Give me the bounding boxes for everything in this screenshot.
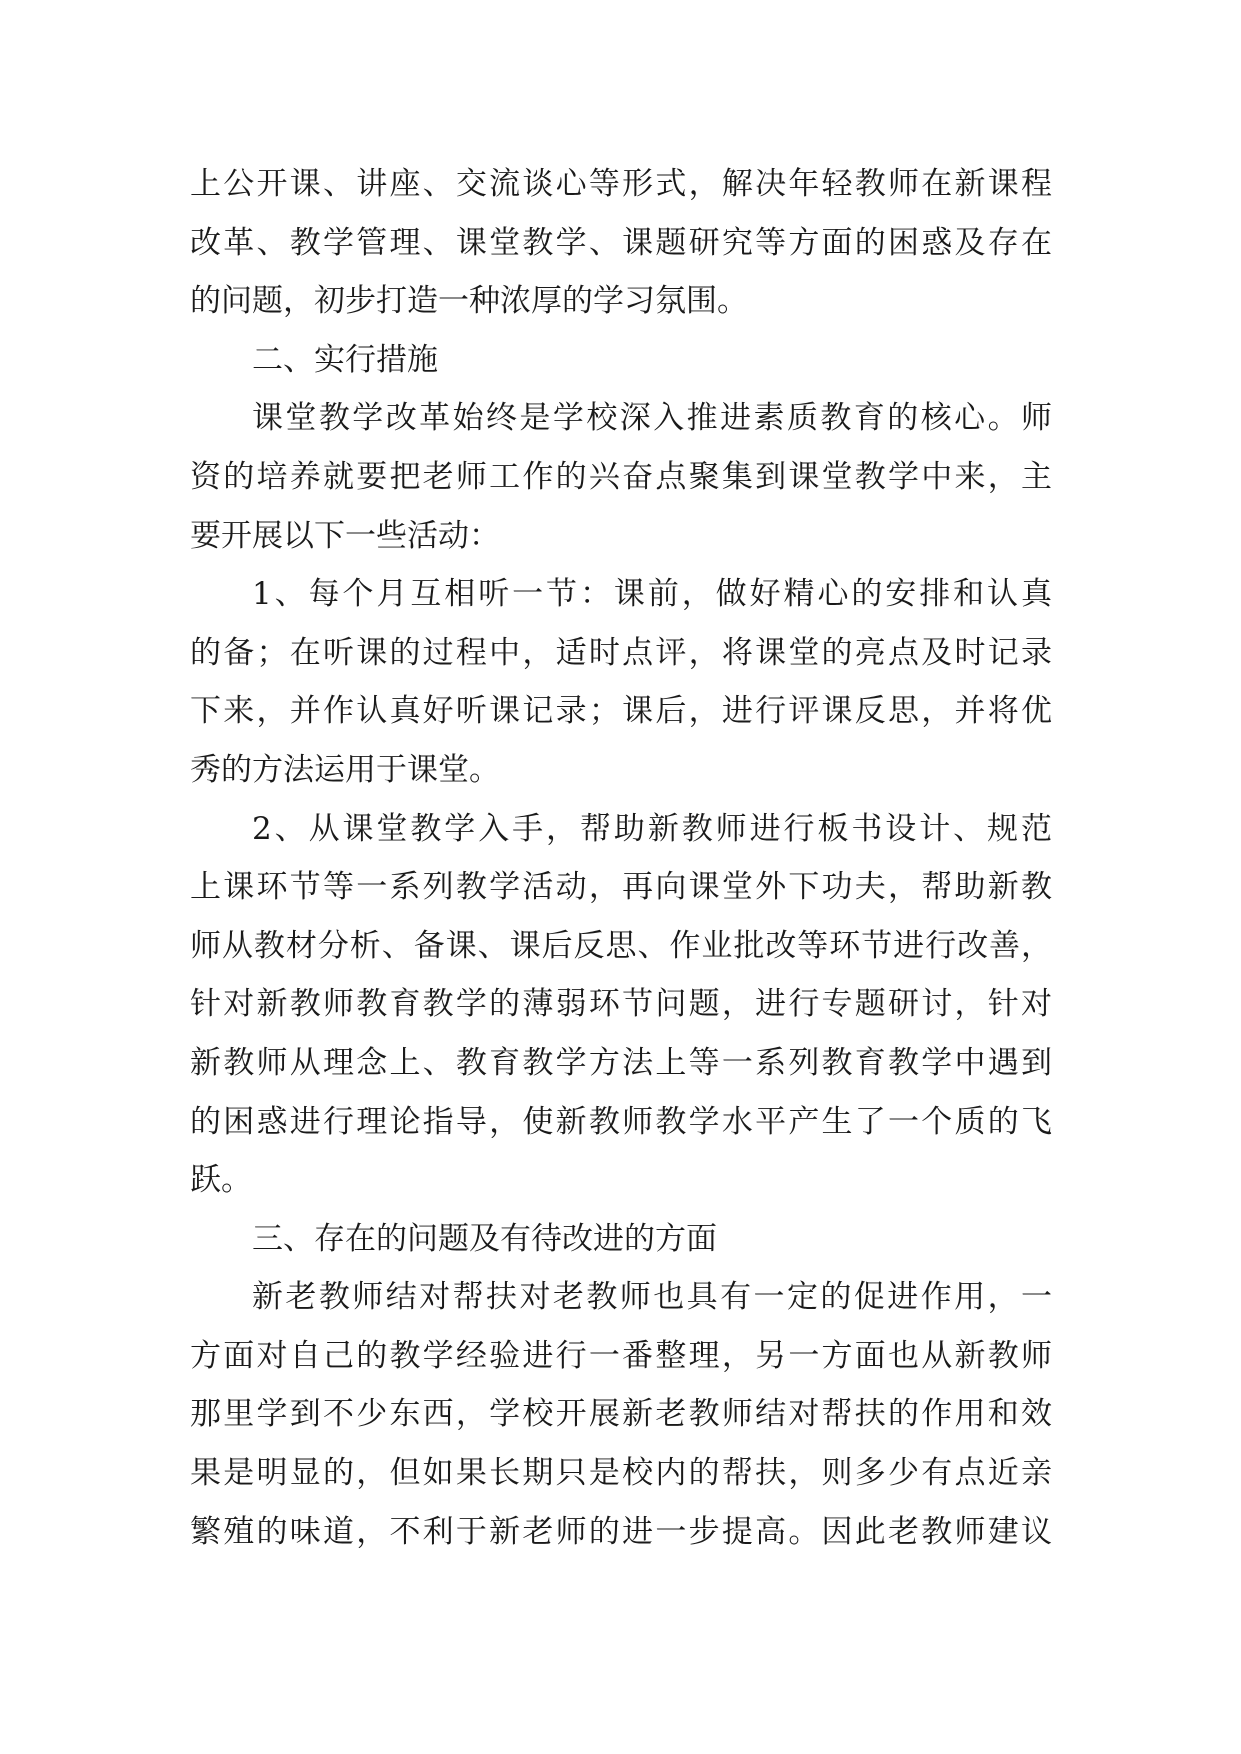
text-line: 新老教师结对帮扶对老教师也具有一定的促进作用，一: [252, 1279, 1052, 1316]
text-line: 二、实行措施: [252, 341, 438, 378]
text-line: 上课环节等一系列教学活动，再向课堂外下功夫，帮助新教: [190, 869, 1052, 906]
text-line: 秀的方法运用于课堂。: [190, 751, 500, 788]
document-body: [190, 155, 1052, 1561]
text-line: 三、存在的问题及有待改进的方面: [252, 1220, 717, 1257]
text-line: 针对新教师教育教学的薄弱环节问题，进行专题研讨，针对: [190, 986, 1052, 1023]
text-line: 课堂教学改革始终是学校深入推进素质教育的核心。师: [252, 400, 1052, 437]
text-line: 方面对自己的教学经验进行一番整理，另一方面也从新教师: [190, 1337, 1052, 1374]
text-line: 师从教材分析、备课、课后反思、作业批改等环节进行改善，: [190, 927, 1052, 964]
text-line: 上公开课、讲座、交流谈心等形式，解决年轻教师在新课程: [190, 166, 1052, 202]
text-line: 资的培养就要把老师工作的兴奋点聚集到课堂教学中来，主: [190, 458, 1052, 495]
text-line: 2、从课堂教学入手，帮助新教师进行板书设计、规范: [252, 810, 1052, 847]
text-line: 的困惑进行理论指导，使新教师教学水平产生了一个质的飞: [190, 1103, 1052, 1140]
text-line: 下来，并作认真好听课记录；课后，进行评课反思，并将优: [190, 693, 1052, 730]
text-line: 1、每个月互相听一节：课前，做好精心的安排和认真: [252, 576, 1052, 613]
text-line: 新教师从理念上、教育教学方法上等一系列教育教学中遇到: [190, 1044, 1052, 1081]
text-line: 繁殖的味道，不利于新老师的进一步提高。因此老教师建议: [190, 1513, 1052, 1550]
text-line: 跃。: [190, 1162, 252, 1199]
text-line: 那里学到不少东西，学校开展新老教师结对帮扶的作用和效: [190, 1396, 1052, 1433]
text-line: 要开展以下一些活动：: [190, 517, 500, 554]
text-line: 的问题，初步打造一种浓厚的学习氛围。: [190, 283, 748, 320]
text-line: 改革、教学管理、课堂教学、课题研究等方面的困惑及存在: [190, 224, 1052, 261]
text-line: 果是明显的，但如果长期只是校内的帮扶，则多少有点近亲: [190, 1455, 1052, 1492]
text-line: 的备；在听课的过程中，适时点评，将课堂的亮点及时记录: [190, 634, 1052, 671]
